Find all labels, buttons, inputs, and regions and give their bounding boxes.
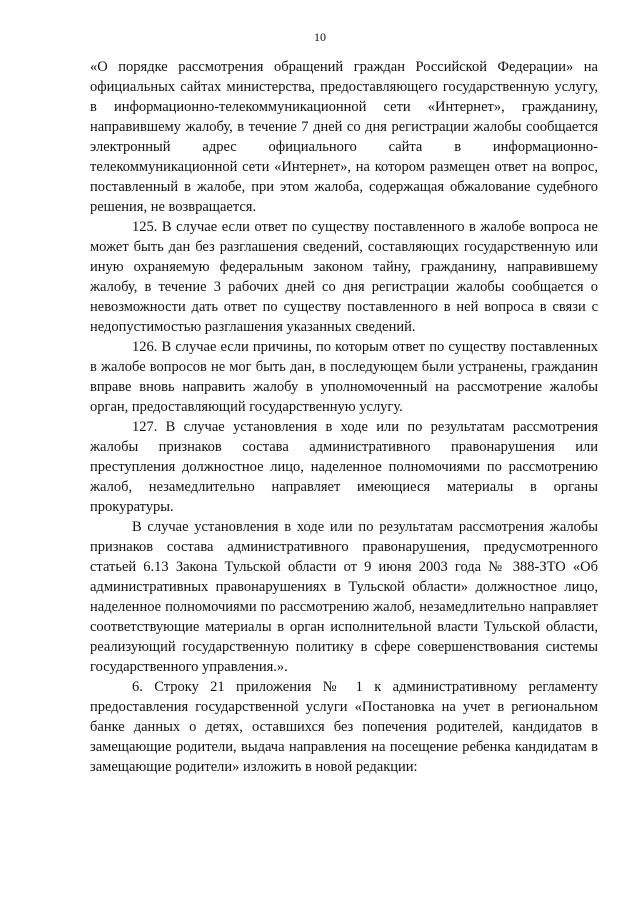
paragraph-126: 126. В случае если причины, по которым ответ по существу поставленных в жалобе вопросов не мог быть дан, в последующем были устранены, гражданин вправе вновь направить жалобу в уполномоченный на рассмотрение жалобы орган, предоставляющий государственную услугу. xyxy=(90,339,598,415)
document-body xyxy=(90,57,598,777)
paragraph-continuation: «О порядке рассмотрения обращений граждан Российской Федерации» на официальных сайтах министерства, предоставляющего государственную услугу, в информационно-телекоммуникационной сети «Интернет», гражданину, направившему жалобу, в течение 7 дней со дня регистрации жалобы сообщается электронный адрес официального сайта в информационно-телекоммуникационной сети «Интернет», на котором размещен ответ на вопрос, поставленный в жалобе, при этом жалоба, содержащая обжалование судебного решения, не возвращается. xyxy=(90,59,598,215)
page-number: 10 xyxy=(314,30,326,44)
paragraph-127: 127. В случае установления в ходе или по результатам рассмотрения жалобы признаков состава административного правонарушения или преступления должностное лицо, наделенное полномочиями по рассмотрению жалоб, незамедлительно направляет имеющиеся материалы в органы прокуратуры. xyxy=(90,419,598,515)
paragraph-127-continued: В случае установления в ходе или по результатам рассмотрения жалобы признаков состава административного правонарушения, предусмотренного статьей 6.13 Закона Тульской области от 9 июня 2003 года № 388-ЗТО «Об административных правонарушениях в Тульской области» должностное лицо, наделенное полномочиями по рассмотрению жалоб, незамедлительно направляет соответствующие материалы в орган исполнительной власти Тульской области, реализующий государственную политику в сфере совершенствования системы государственного управления.». xyxy=(90,519,598,675)
paragraph-125: 125. В случае если ответ по существу поставленного в жалобе вопроса не может быть дан без разглашения сведений, составляющих государственную или иную охраняемую федеральным законом тайну, гражданину, направившему жалобу, в течение 3 рабочих дней со дня регистрации жалобы сообщается о невозможности дать ответ по существу поставленного в ней вопроса в связи с недопустимостью разглашения указанных сведений. xyxy=(90,219,598,335)
paragraph-item-6: 6. Строку 21 приложения № 1 к административному регламенту предоставления государственной услуги «Постановка на учет в региональном банке данных о детях, оставшихся без попечения родителей, кандидатов в замещающие родители, выдача направления на посещение ребенка кандидатам в замещающие родители» изложить в новой редакции: xyxy=(90,679,598,775)
